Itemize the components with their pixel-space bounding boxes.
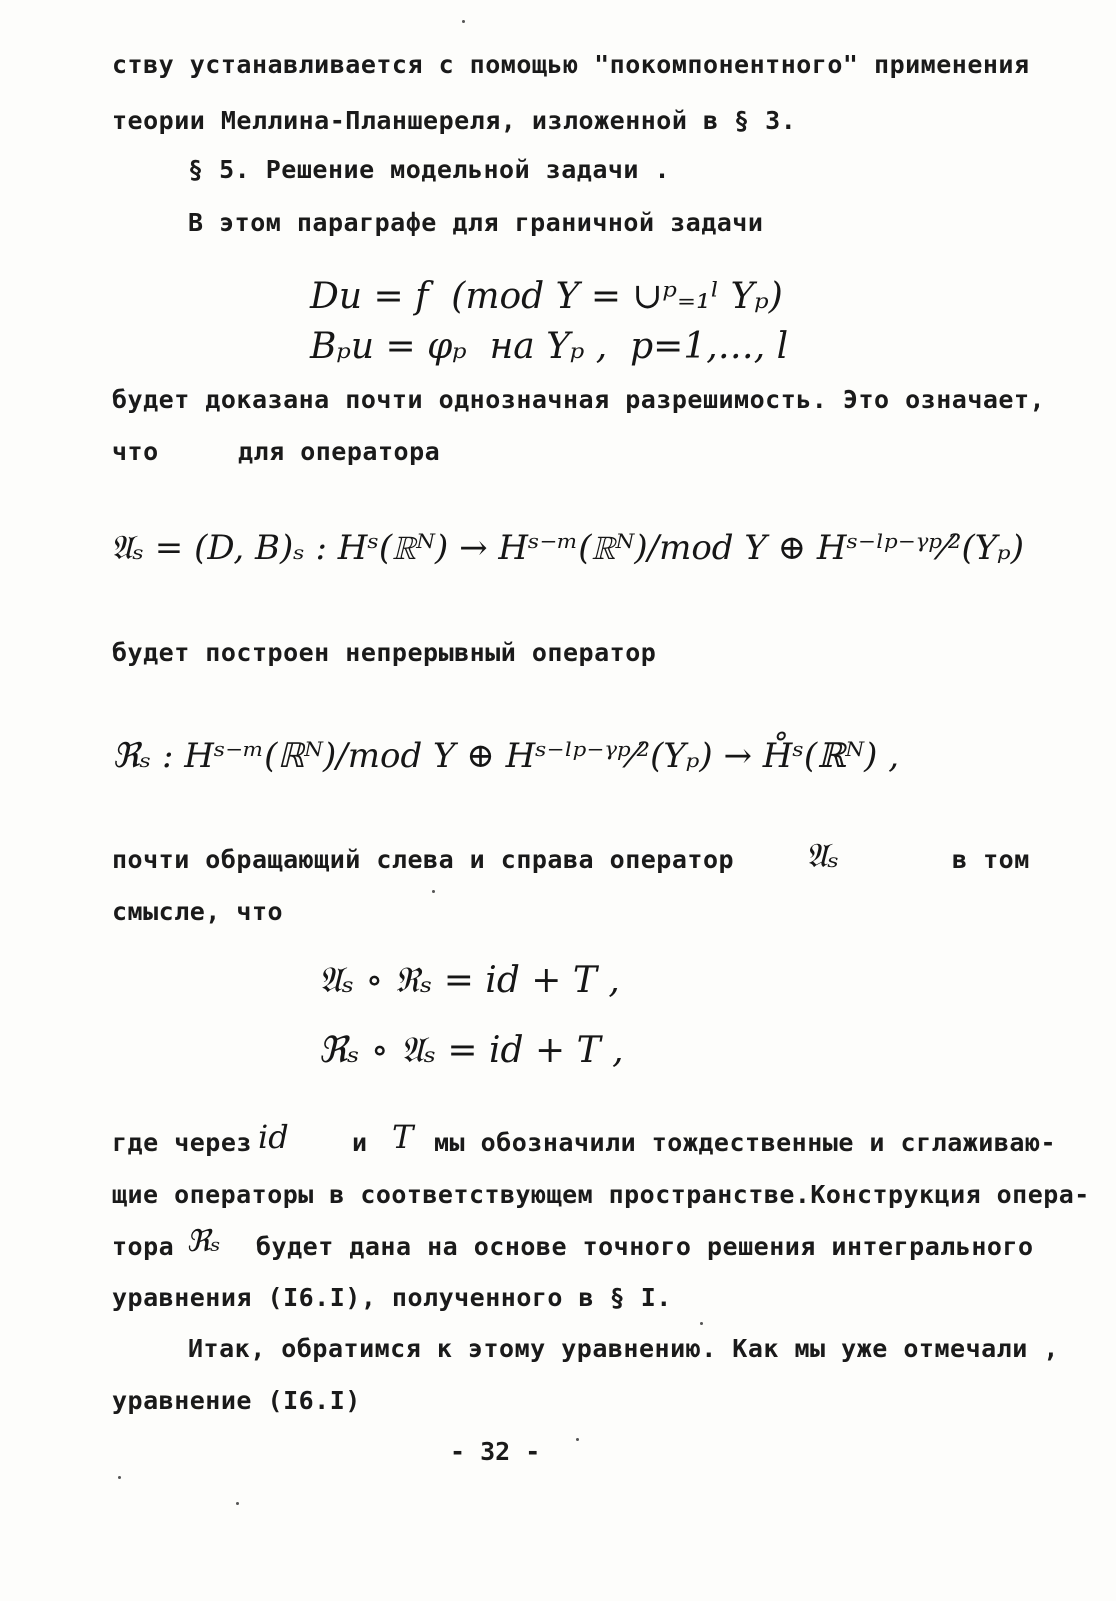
- formula-operator-A: 𝔄ₛ = (D, B)ₛ : Hˢ(ℝᴺ) → Hˢ⁻ᵐ(ℝᴺ)/mod Y ⊕ Hˢ⁻ˡᵖ⁻ᵞᵖ⁄²(Yₚ): [110, 528, 1025, 568]
- text-line-2: теории Меллина-Планшереля, изложенной в § 3.: [112, 106, 797, 135]
- formula-inline-A: 𝔄ₛ: [805, 836, 839, 876]
- formula-operator-R: ℜₛ : Hˢ⁻ᵐ(ℝᴺ)/mod Y ⊕ Hˢ⁻ˡᵖ⁻ᵞᵖ⁄²(Yₚ) → H̊ˢ(ℝᴺ) ,: [112, 736, 900, 776]
- text-line-9: смысле, что: [112, 897, 284, 926]
- text-line-12a: тора: [112, 1232, 175, 1261]
- section-heading: § 5. Решение модельной задачи .: [188, 155, 671, 184]
- text-line-10b: и: [352, 1128, 368, 1157]
- text-line-10c: мы обозначили тождественные и сглаживаю-: [434, 1128, 1057, 1157]
- scan-speck: [432, 890, 435, 893]
- formula-boundary-problem-2: Bₚu = φₚ на Yₚ , p=1,…, l: [310, 326, 789, 367]
- text-line-7: будет построен непрерывный оператор: [112, 638, 657, 667]
- text-line-12b: будет дана на основе точного решения интегрального: [256, 1232, 1034, 1261]
- text-line-4: В этом параграфе для граничной задачи: [188, 208, 764, 237]
- scan-speck: [236, 1502, 239, 1505]
- scan-speck: [462, 20, 465, 23]
- formula-boundary-problem-1: Du = f (mod Y = ∪ᵖ₌₁ˡ Yₚ): [310, 276, 783, 317]
- text-line-5: будет доказана почти однозначная разрешимость. Это означает,: [112, 385, 1046, 414]
- text-line-6a: что: [112, 437, 159, 466]
- scan-speck: [576, 1438, 579, 1441]
- scan-speck: [700, 1322, 703, 1325]
- text-line-1: ству устанавливается с помощью "покомпонентного" применения: [112, 50, 1030, 79]
- formula-composition-1: 𝔄ₛ ∘ ℜₛ = id + T ,: [318, 960, 620, 1001]
- formula-inline-T: T: [392, 1118, 414, 1156]
- formula-composition-2: ℜₛ ∘ 𝔄ₛ = id + T ,: [318, 1030, 624, 1071]
- text-line-11: щие операторы в соответствующем пространстве.Конструкция опера-: [112, 1180, 1090, 1209]
- text-line-8b: в том: [952, 845, 1030, 874]
- text-line-14: Итак, обратимся к этому уравнению. Как мы уже отмечали ,: [188, 1334, 1059, 1363]
- text-line-10a: где через: [112, 1128, 252, 1157]
- scan-speck: [118, 1476, 121, 1479]
- text-line-8a: почти обращающий слева и справа оператор: [112, 845, 735, 874]
- page-number: - 32 -: [450, 1437, 541, 1466]
- text-line-15: уравнение (I6.I): [112, 1386, 361, 1415]
- formula-inline-id: id: [258, 1118, 289, 1156]
- text-line-13: уравнения (I6.I), полученного в § I.: [112, 1283, 672, 1312]
- text-line-6b: для оператора: [238, 437, 441, 466]
- formula-inline-R: ℜₛ: [186, 1224, 221, 1259]
